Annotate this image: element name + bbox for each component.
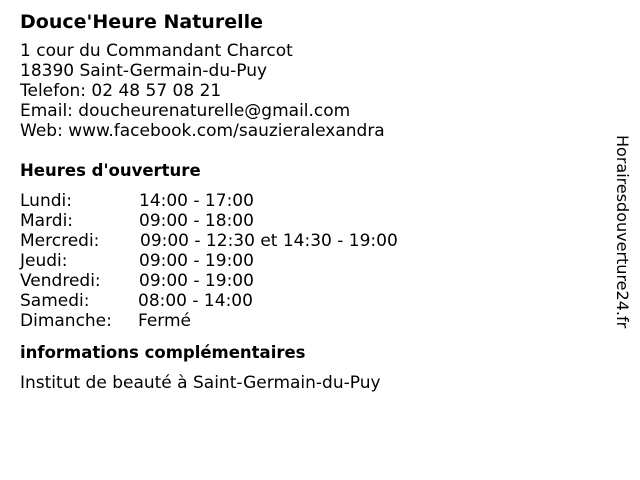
business-name: Douce'Heure Naturelle: [20, 11, 264, 33]
hours-value: 09:00 - 19:00: [139, 251, 254, 271]
day-label: Dimanche:: [20, 311, 112, 331]
opening-hours-table: [20, 191, 600, 331]
hours-value: 14:00 - 17:00: [139, 191, 254, 211]
business-details: [20, 10, 600, 393]
hours-value: 08:00 - 14:00: [138, 291, 253, 311]
phone-number: Telefon: 02 48 57 08 21: [20, 81, 222, 101]
hours-row-friday: [20, 271, 600, 291]
hours-row-thursday: [20, 251, 600, 271]
hours-value: 09:00 - 19:00: [139, 271, 254, 291]
hours-row-monday: [20, 191, 600, 211]
address-city: 18390 Saint-Germain-du-Puy: [20, 61, 268, 81]
additional-info-heading: informations complémentaires: [20, 343, 306, 362]
website: Web: www.facebook.com/sauzieralexandra: [20, 121, 385, 141]
day-label: Vendredi:: [20, 271, 101, 291]
hours-row-wednesday: [20, 231, 600, 251]
hours-row-tuesday: [20, 211, 600, 231]
day-label: Samedi:: [20, 291, 90, 311]
day-label: Jeudi:: [20, 251, 68, 271]
watermark-text: Horairesdouverture24.fr: [613, 135, 632, 329]
hours-value: 09:00 - 18:00: [139, 211, 254, 231]
day-label: Mardi:: [20, 211, 74, 231]
day-label: Lundi:: [20, 191, 72, 211]
address-street: 1 cour du Commandant Charcot: [20, 41, 293, 61]
hours-row-saturday: [20, 291, 600, 311]
site-watermark: [612, 135, 632, 375]
hours-value: 09:00 - 12:30 et 14:30 - 19:00: [140, 231, 398, 251]
hours-row-sunday: [20, 311, 600, 331]
email-address: Email: doucheurenaturelle@gmail.com: [20, 101, 351, 121]
additional-info-text: Institut de beauté à Saint-Germain-du-Puy: [20, 373, 381, 393]
opening-hours-heading: Heures d'ouverture: [20, 161, 201, 180]
day-label: Mercredi:: [20, 231, 100, 251]
hours-value: Fermé: [138, 311, 192, 331]
